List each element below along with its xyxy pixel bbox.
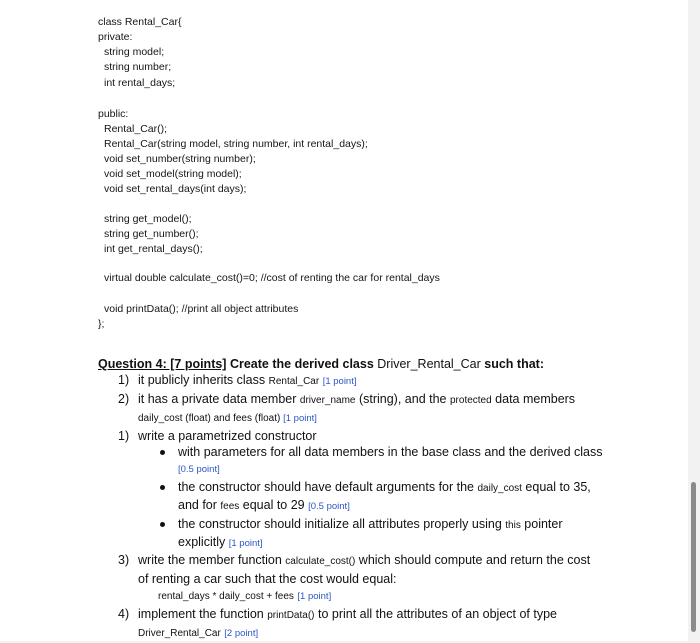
code-line: string number; [104, 61, 172, 73]
question-section [98, 356, 618, 643]
points-label: [1 point] [322, 376, 357, 388]
list-item: 1) write a parametrized constructor [118, 428, 317, 443]
code-line: virtual double calculate_cost()=0; //cost of renting the car for rental_days [104, 272, 440, 284]
list-item: 2) it has a private data member driver_name (string), and the protected data members daily_cost (float) and fees (float) [1 point] [118, 391, 576, 425]
question-title: Question 4: [7 points] Create the derived class Driver_Rental_Car such that: [98, 357, 544, 371]
list-item: 4) implement the function printData() to print all the attributes of an object of type Driver_Rental_Car [2 point] [118, 606, 558, 640]
code-line: void set_model(string model); [104, 168, 242, 180]
code-line: void set_rental_days(int days); [104, 183, 247, 195]
code-line: int rental_days; [104, 77, 176, 89]
points-label: [1 point] [297, 591, 332, 603]
code-line: private: [98, 31, 133, 43]
scrollbar[interactable] [691, 482, 696, 632]
bullet-item: the constructor should have default arguments for the daily_cost equal to 35, and for fees equal to 29 [0.5 point] [98, 479, 618, 516]
code-line: }; [98, 318, 105, 330]
cost-formula: rental_days * daily_cost + fees [158, 591, 294, 603]
code-line: int get_rental_days(); [104, 243, 203, 255]
bullet-icon [160, 485, 165, 490]
bullet-icon [160, 450, 165, 455]
code-line: string get_model(); [104, 213, 192, 225]
bullet-item: the constructor should initialize all attributes properly using this pointer explicitly [1 point] [98, 516, 618, 553]
bullet-icon [160, 522, 165, 527]
code-line: class Rental_Car{ [98, 16, 182, 28]
points-label: [1 point] [283, 413, 317, 425]
code-line: string model; [104, 46, 165, 58]
points-label: [1 point] [228, 538, 263, 550]
list-item: 3) write the member function calculate_cost() which should compute and return the cost of renting a car such that the cost would equal: rental_days * daily_cost + fees [1 point] [118, 553, 591, 603]
code-line: void set_number(string number); [104, 153, 256, 165]
code-line: string get_number(); [104, 228, 199, 240]
code-line: public: [98, 108, 129, 120]
code-line: Rental_Car(); [104, 123, 168, 135]
code-line: void printData(); //print all object attributes [104, 303, 299, 315]
class-name: Driver_Rental_Car [377, 357, 481, 371]
question-label: Question 4: [7 points] [98, 357, 227, 371]
points-label: [2 point] [224, 628, 259, 640]
list-item: 1) it publicly inherits class Rental_Car [1 point] [118, 373, 357, 388]
code-line: Rental_Car(string model, string number, int rental_days); [104, 138, 368, 150]
points-label: [0.5 point] [178, 464, 220, 476]
points-label: [0.5 point] [308, 501, 350, 513]
bullet-item: with parameters for all data members in the base class and the derived class [0.5 point] [98, 444, 618, 479]
